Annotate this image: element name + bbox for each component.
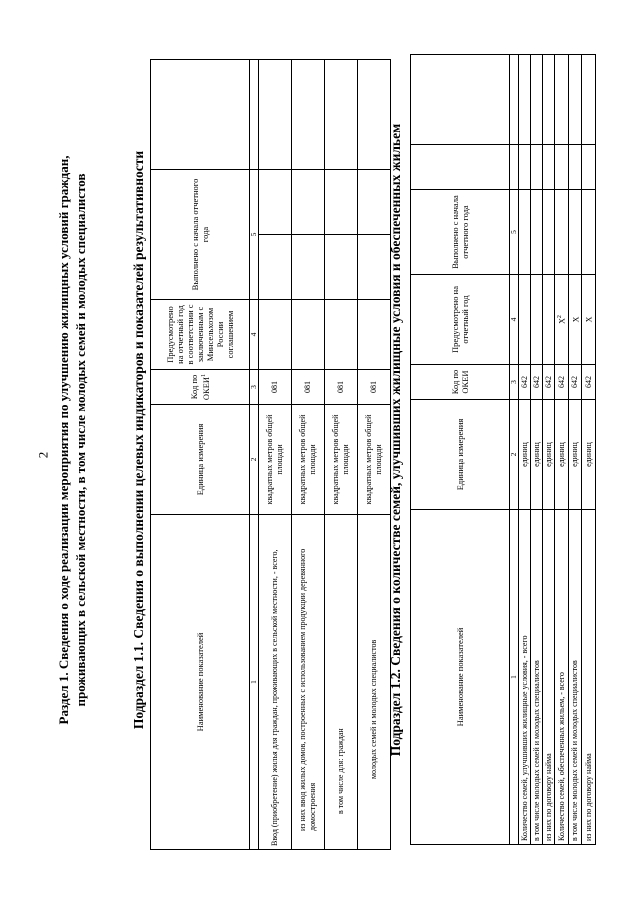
row-planned (582, 275, 596, 365)
row-extra (325, 169, 358, 234)
column-number-row (510, 55, 519, 845)
row-name: из них по договору найма (582, 510, 596, 845)
row-extra (519, 145, 531, 190)
row-planned (259, 300, 292, 370)
indicators-table (150, 59, 391, 850)
header-code: Код по ОКЕИ (411, 365, 510, 400)
row-planned-value: X (571, 316, 581, 323)
col-number: 3 (250, 370, 259, 405)
col-number: 2 (250, 405, 259, 515)
row-done (555, 190, 569, 275)
row-code: 642 (555, 365, 569, 400)
row-extra (292, 169, 325, 234)
table-row (543, 55, 555, 845)
row-extra (531, 145, 543, 190)
row-unit: единиц (555, 400, 569, 510)
col-number: 2 (510, 400, 519, 510)
header-blank (411, 55, 510, 145)
row-planned (531, 275, 543, 365)
row-planned-value: X (557, 318, 567, 324)
row-blank (358, 59, 391, 169)
row-extra (259, 169, 292, 234)
row-code: 081 (259, 370, 292, 405)
section-title-line-1: Раздел 1. Сведения о ходе реализации мероприятия по улучшению жилищных условий граждан, (56, 155, 71, 725)
header-name: Наименование показателей (411, 510, 510, 845)
row-done (519, 190, 531, 275)
col-number: 4 (510, 275, 519, 365)
row-done (292, 235, 325, 300)
row-code: 081 (292, 370, 325, 405)
row-blank (259, 59, 292, 169)
row-blank (531, 55, 543, 145)
row-code: 642 (519, 365, 531, 400)
row-unit: единиц (543, 400, 555, 510)
row-planned (292, 300, 325, 370)
row-unit: единиц (568, 400, 582, 510)
header-unit: Единица измерения (411, 400, 510, 510)
header-blank (151, 59, 250, 169)
row-done (259, 235, 292, 300)
row-code: 642 (582, 365, 596, 400)
row-extra (582, 145, 596, 190)
col-number: 1 (250, 515, 259, 850)
header-planned: Предусмотрено на отчетный год в соответствии с заключенным с Минсельхозом России соглашением (151, 300, 250, 370)
subsection-2-title: Подраздел 1.2. Сведения о количестве семей, улучшивших жилищные условия и обеспеченных жильем (388, 123, 403, 757)
header-name: Наименование показателей (151, 515, 250, 850)
row-unit: единиц (582, 400, 596, 510)
row-unit: квадратных метров общей площади (259, 405, 292, 515)
col-number-blank (510, 145, 519, 190)
row-blank (325, 59, 358, 169)
row-blank (568, 55, 582, 145)
row-blank (292, 59, 325, 169)
row-extra (555, 145, 569, 190)
col-number-blank (250, 59, 259, 169)
row-unit: квадратных метров общей площади (358, 405, 391, 515)
row-unit: единиц (519, 400, 531, 510)
column-number-row (250, 59, 259, 849)
table-row (568, 55, 582, 845)
row-done (325, 235, 358, 300)
row-name: Количество семей, обеспеченных жильем, - всего (555, 510, 569, 845)
col-number: 3 (510, 365, 519, 400)
row-name: молодых семей и молодых специалистов (358, 515, 391, 850)
page-number: 2 (35, 451, 51, 459)
section-title (55, 0, 89, 880)
table-row (358, 59, 391, 849)
row-blank (543, 55, 555, 145)
row-name: Ввод (приобретение) жилья для граждан, проживающих в сельской местности, - всего, (259, 515, 292, 850)
table-row (531, 55, 543, 845)
header-done: Выполнено с начала отчетного года (411, 190, 510, 275)
row-code: 081 (358, 370, 391, 405)
header-code (151, 370, 250, 405)
col-number: 1 (510, 510, 519, 845)
row-blank (582, 55, 596, 145)
families-table (410, 54, 596, 845)
row-done (543, 190, 555, 275)
row-done (568, 190, 582, 275)
row-planned (543, 275, 555, 365)
row-done (582, 190, 596, 275)
row-extra (568, 145, 582, 190)
row-planned (519, 275, 531, 365)
row-name: в том числе для: граждан (325, 515, 358, 850)
header-row (411, 55, 510, 845)
row-blank (519, 55, 531, 145)
row-done (358, 235, 391, 300)
row-done (531, 190, 543, 275)
row-planned (568, 275, 582, 365)
col-number-blank (510, 55, 519, 145)
row-planned-footnote: 2 (557, 315, 563, 319)
row-name: из них ввод жилых домов, построенных с использованием продукции деревянного домостроения (292, 515, 325, 850)
table-row (292, 59, 325, 849)
header-code-footnote: 1 (201, 373, 208, 377)
col-number: 5 (510, 190, 519, 275)
row-code: 642 (531, 365, 543, 400)
table-row (582, 55, 596, 845)
row-extra (543, 145, 555, 190)
header-row (151, 59, 250, 849)
row-planned (325, 300, 358, 370)
row-name: Количество семей, улучшивших жилищные условия, - всего (519, 510, 531, 845)
row-unit: квадратных метров общей площади (325, 405, 358, 515)
row-planned (358, 300, 391, 370)
document-landscape-content (45, 0, 640, 880)
row-unit: квадратных метров общей площади (292, 405, 325, 515)
subsection-1-title: Подраздел 1.1. Сведения о выполнении целевых индикаторов и показателей результативности (131, 150, 146, 730)
row-blank (555, 55, 569, 145)
row-code: 081 (325, 370, 358, 405)
row-name: в том числе молодых семей и молодых специалистов (568, 510, 582, 845)
table-row (325, 59, 358, 849)
row-name: из них по договору найма (543, 510, 555, 845)
header-blank (411, 145, 510, 190)
col-number: 4 (250, 300, 259, 370)
row-code: 642 (568, 365, 582, 400)
header-planned: Предусмотрено на отчетный год (411, 275, 510, 365)
table-row (259, 59, 292, 849)
row-planned (555, 275, 569, 365)
col-number: 5 (250, 169, 259, 299)
header-done: Выполнено с начала отчетного года (151, 169, 250, 299)
row-planned-value: X (584, 316, 594, 323)
table-row (555, 55, 569, 845)
row-name: в том числе молодых семей и молодых специалистов (531, 510, 543, 845)
row-extra (358, 169, 391, 234)
header-unit: Единица измерения (151, 405, 250, 515)
table-row (519, 55, 531, 845)
row-code: 642 (543, 365, 555, 400)
section-title-line-2: проживающих в сельской местности, в том числе молодых семей и молодых специалистов (73, 173, 88, 707)
header-code-text: Код по ОКЕИ (189, 374, 211, 401)
row-unit: единиц (531, 400, 543, 510)
